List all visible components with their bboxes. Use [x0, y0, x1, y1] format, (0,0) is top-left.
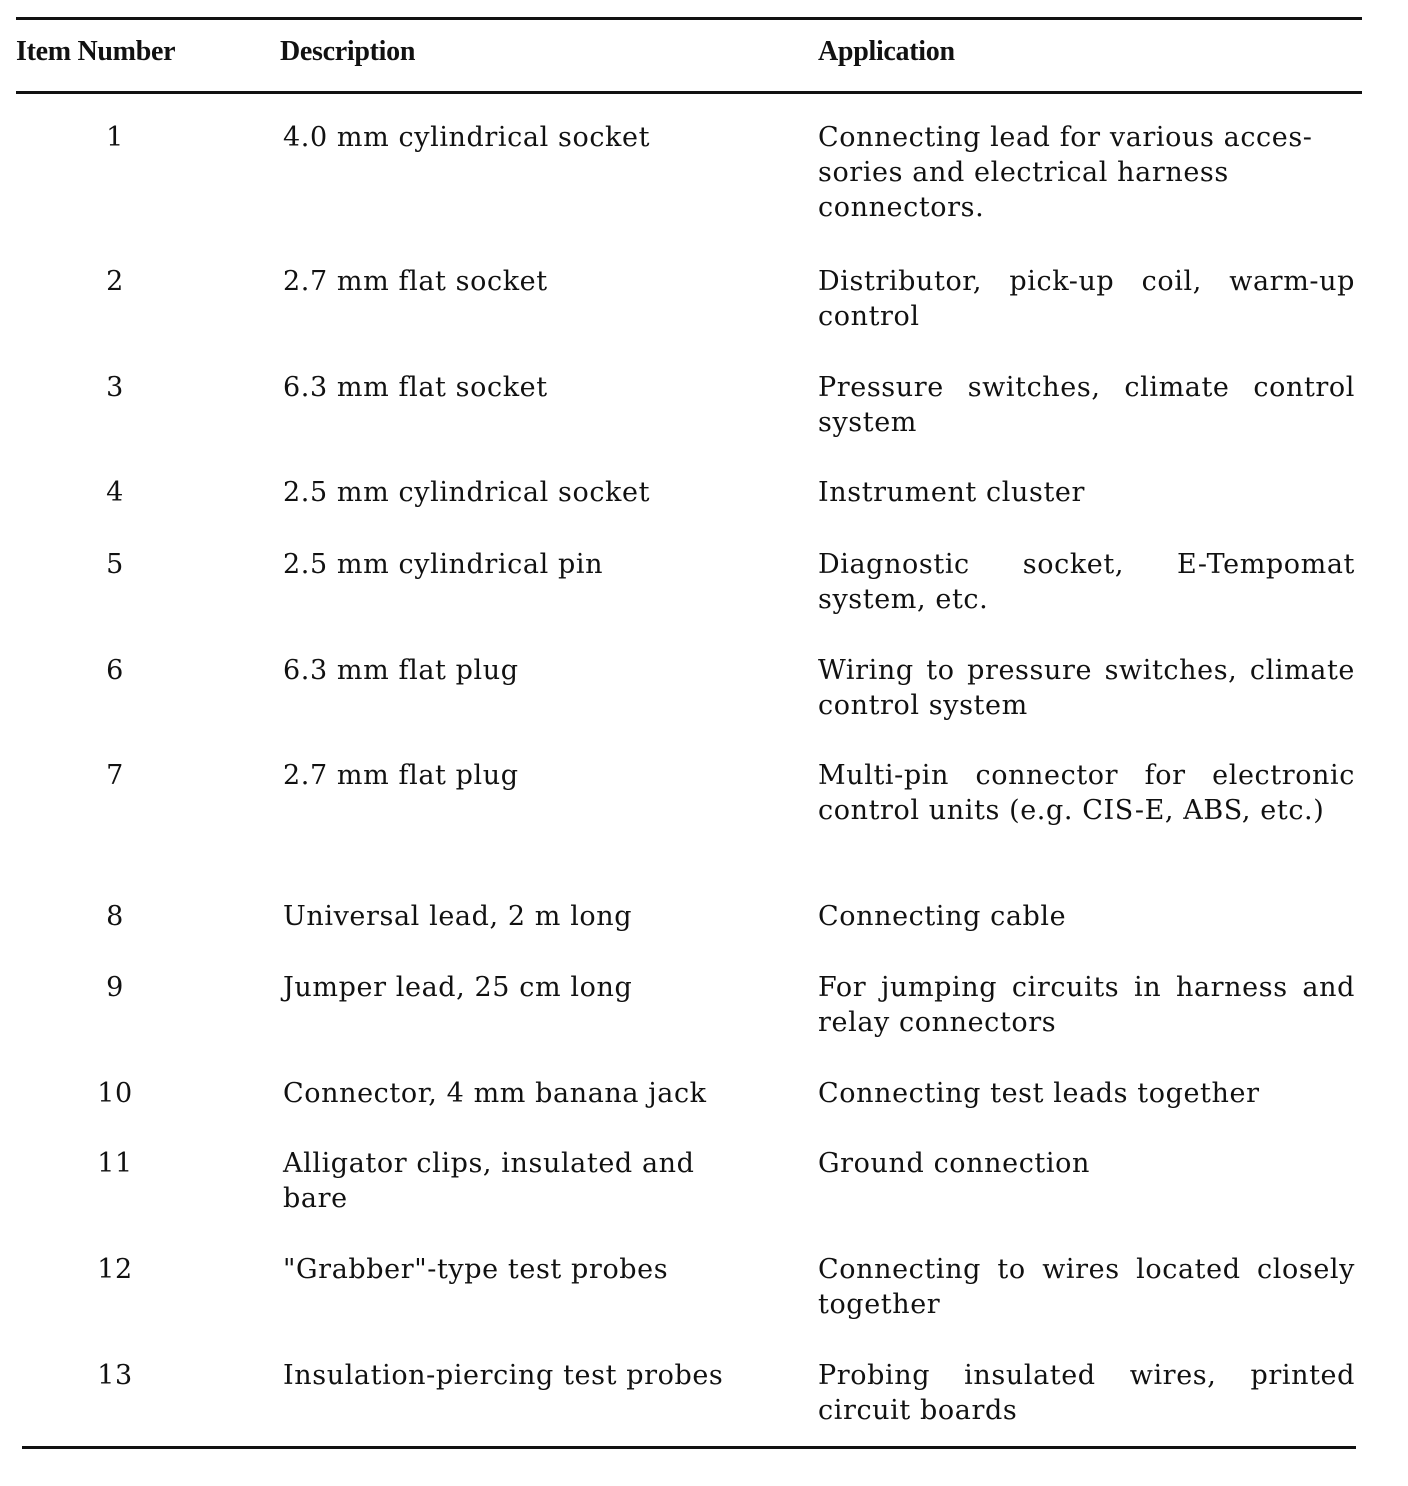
- item-number: 13: [97, 1360, 133, 1391]
- item-description: Connector, 4 mm banana jack: [283, 1078, 707, 1109]
- item-number: 3: [106, 372, 124, 403]
- item-application: Connecting lead for various acces- sories and electrical harness connectors.: [818, 122, 1313, 223]
- item-number: 7: [106, 760, 124, 791]
- item-application: Multi-pin connector for electronic control units (e.g. CIS-E, ABS, etc.): [818, 760, 1355, 826]
- item-application: Ground connection: [818, 1148, 1090, 1179]
- item-number: 6: [106, 655, 124, 686]
- item-description: Insulation-piercing test probes: [283, 1360, 724, 1391]
- item-application: For jumping circuits in harness and relay connectors: [818, 972, 1355, 1038]
- item-description: 6.3 mm flat socket: [283, 372, 548, 403]
- item-application: Connecting test leads together: [818, 1078, 1260, 1109]
- item-number: 12: [97, 1254, 133, 1285]
- item-application: Instrument cluster: [818, 477, 1085, 508]
- item-description: Jumper lead, 25 cm long: [283, 972, 633, 1003]
- table-bottom-rule: [22, 1446, 1356, 1449]
- item-application: Connecting cable: [818, 901, 1067, 932]
- item-number: 11: [97, 1148, 133, 1179]
- item-number: 5: [106, 549, 124, 580]
- item-number: 2: [106, 266, 124, 297]
- header-item-number: Item Number: [16, 36, 176, 67]
- item-number: 8: [106, 901, 124, 932]
- item-application: Wiring to pressure switches, climate control system: [818, 655, 1355, 721]
- item-number: 4: [106, 477, 124, 508]
- item-description: Alligator clips, insulated and bare: [283, 1148, 695, 1214]
- item-application: Pressure switches, climate control system: [818, 372, 1355, 438]
- item-number: 10: [97, 1078, 133, 1109]
- item-application: Diagnostic socket, E-Tempomat system, etc.: [818, 549, 1355, 615]
- item-description: "Grabber"-type test probes: [283, 1254, 669, 1285]
- item-description: 6.3 mm flat plug: [283, 655, 519, 686]
- header-application: Application: [818, 36, 955, 67]
- table-top-rule: [16, 17, 1362, 20]
- item-description: 2.5 mm cylindrical socket: [283, 477, 651, 508]
- item-description: 2.7 mm flat socket: [283, 266, 548, 297]
- item-application: Connecting to wires located closely together: [818, 1254, 1355, 1320]
- item-description: Universal lead, 2 m long: [283, 901, 633, 932]
- item-description: 2.7 mm flat plug: [283, 760, 519, 791]
- item-number: 1: [106, 122, 124, 153]
- item-description: 4.0 mm cylindrical socket: [283, 122, 651, 153]
- item-description: 2.5 mm cylindrical pin: [283, 549, 604, 580]
- item-application: Probing insulated wires, printed circuit boards: [818, 1360, 1355, 1426]
- header-description: Description: [280, 36, 416, 67]
- item-application: Distributor, pick-up coil, warm-up control: [818, 266, 1355, 332]
- item-number: 9: [106, 972, 124, 1003]
- header-rule: [16, 91, 1362, 94]
